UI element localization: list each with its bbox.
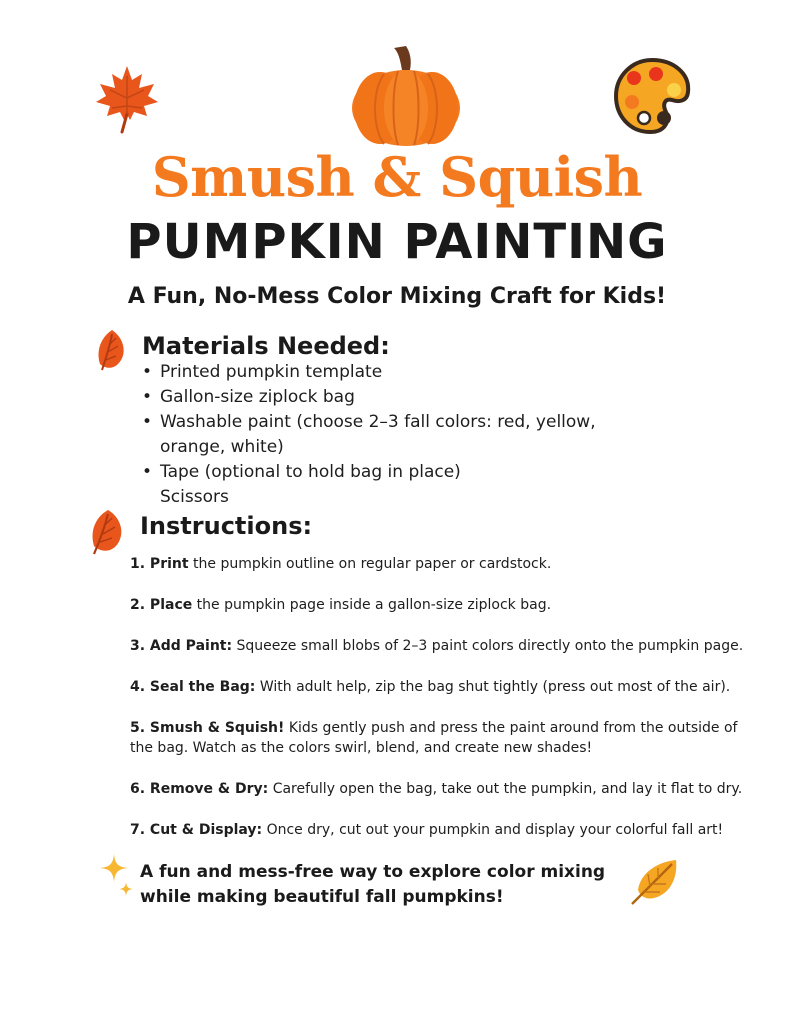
- instruction-step: [130, 779, 760, 799]
- leaf-icon: [94, 328, 128, 372]
- title-line-2: PUMPKIN PAINTING: [126, 214, 668, 270]
- step-label: 6. Remove & Dry:: [130, 781, 269, 797]
- instruction-step: [130, 677, 760, 697]
- leaf-icon: [88, 508, 126, 556]
- list-bullet: •: [142, 387, 153, 407]
- step-label: 7. Cut & Display:: [130, 822, 263, 838]
- step-label: 4. Seal the Bag:: [130, 679, 256, 695]
- step-text: With adult help, zip the bag shut tightly (press out most of the air).: [255, 679, 731, 695]
- step-text: Squeeze small blobs of 2–3 paint colors directly onto the pumpkin page.: [232, 638, 744, 654]
- step-text: Once dry, cut out your pumpkin and display your colorful fall art!: [262, 822, 724, 838]
- list-item: [160, 485, 680, 510]
- instructions-heading: Instructions:: [140, 512, 313, 540]
- instruction-step: [130, 636, 760, 656]
- materials-list: [142, 360, 680, 510]
- instruction-step: [130, 820, 760, 840]
- list-item: [160, 435, 680, 460]
- materials-heading: Materials Needed:: [142, 332, 390, 360]
- list-item-text: Tape (optional to hold bag in place): [160, 462, 461, 482]
- step-label: 5. Smush & Squish!: [130, 720, 285, 736]
- list-item-text: Gallon-size ziplock bag: [160, 387, 355, 407]
- list-item-text: Printed pumpkin template: [160, 362, 383, 382]
- list-bullet: •: [142, 362, 153, 382]
- instruction-step: [130, 718, 760, 758]
- instruction-step: [130, 595, 760, 615]
- step-text: the pumpkin page inside a gallon-size ziplock bag.: [192, 597, 552, 613]
- pumpkin-icon: [350, 44, 462, 148]
- list-item: [142, 385, 680, 410]
- list-bullet: •: [142, 412, 153, 432]
- list-item-text: orange, white): [160, 437, 284, 457]
- step-label: 2. Place: [130, 597, 193, 613]
- instruction-step: [130, 554, 760, 574]
- paint-palette-icon: [612, 56, 692, 136]
- subtitle: A Fun, No-Mess Color Mixing Craft for Kids!: [127, 284, 667, 309]
- step-label: 1. Print: [130, 556, 189, 572]
- list-bullet: •: [142, 462, 153, 482]
- list-item: [142, 410, 680, 435]
- instructions-list: [130, 554, 760, 861]
- step-text: Kids gently push and press the paint around from the outside of the bag. Watch as the colors swirl, blend, and create new shades!: [130, 720, 738, 756]
- step-text: Carefully open the bag, take out the pumpkin, and lay it flat to dry.: [268, 781, 743, 797]
- title-line-1: Smush & Squish: [151, 145, 643, 209]
- step-label: 3. Add Paint:: [130, 638, 233, 654]
- step-text: the pumpkin outline on regular paper or cardstock.: [188, 556, 552, 572]
- list-item-text: Scissors: [160, 487, 229, 507]
- list-item: [142, 460, 680, 485]
- sparkles-icon: [100, 852, 136, 900]
- list-item: [142, 360, 680, 385]
- leaf-icon: [630, 856, 680, 906]
- list-item-text: Washable paint (choose 2–3 fall colors: red, yellow,: [160, 412, 596, 432]
- closing-message: A fun and mess-free way to explore color mixing while making beautiful fall pumpkins!: [140, 862, 606, 907]
- maple-leaf-icon: [92, 62, 162, 134]
